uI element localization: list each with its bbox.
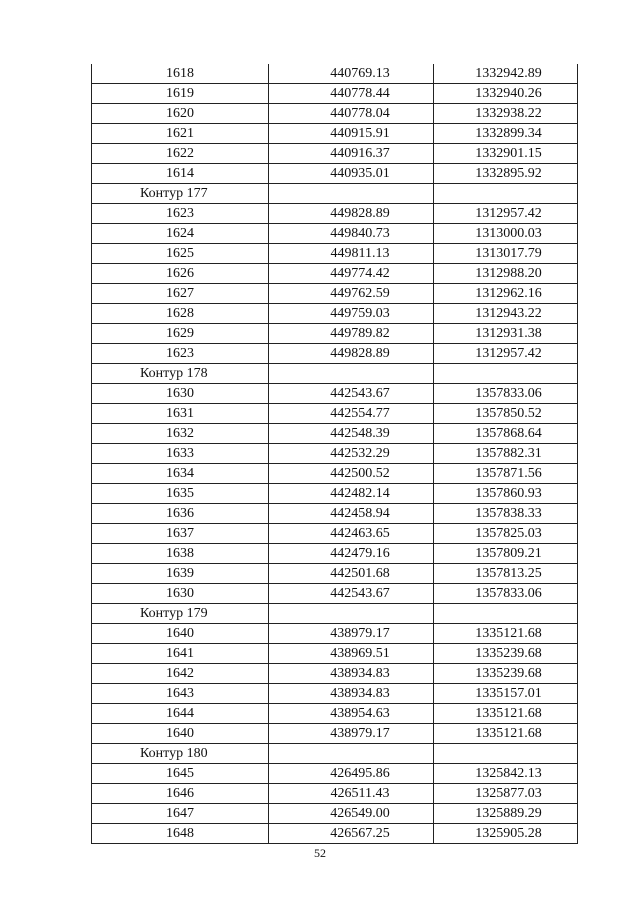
point-number: 1638 [92,544,269,564]
x-coordinate: 442548.39 [269,424,434,444]
point-number: 1629 [92,324,269,344]
point-number: 1634 [92,464,269,484]
x-coordinate: 438954.63 [269,704,434,724]
x-coordinate: 426495.86 [269,764,434,784]
table-row [92,164,578,184]
table-row [92,484,578,504]
table-row [92,64,578,84]
y-coordinate: 1357838.33 [434,504,578,524]
table-row [92,284,578,304]
table-row [92,504,578,524]
x-coordinate: 442501.68 [269,564,434,584]
point-number: 1648 [92,824,269,844]
point-number: 1643 [92,684,269,704]
empty-cell [269,364,434,384]
table-row [92,144,578,164]
y-coordinate: 1313017.79 [434,244,578,264]
x-coordinate: 449789.82 [269,324,434,344]
point-number: 1637 [92,524,269,544]
y-coordinate: 1357850.52 [434,404,578,424]
y-coordinate: 1312957.42 [434,344,578,364]
point-number: 1614 [92,164,269,184]
empty-cell [269,184,434,204]
table-row [92,524,578,544]
contour-header-row [92,364,578,384]
x-coordinate: 426567.25 [269,824,434,844]
y-coordinate: 1357868.64 [434,424,578,444]
x-coordinate: 426549.00 [269,804,434,824]
x-coordinate: 442479.16 [269,544,434,564]
contour-header-row [92,744,578,764]
point-number: 1642 [92,664,269,684]
point-number: 1627 [92,284,269,304]
y-coordinate: 1332895.92 [434,164,578,184]
y-coordinate: 1312957.42 [434,204,578,224]
x-coordinate: 440778.04 [269,104,434,124]
y-coordinate: 1357871.56 [434,464,578,484]
x-coordinate: 442458.94 [269,504,434,524]
table-row [92,704,578,724]
y-coordinate: 1335121.68 [434,724,578,744]
table-row [92,724,578,744]
x-coordinate: 426511.43 [269,784,434,804]
y-coordinate: 1325905.28 [434,824,578,844]
coordinates-table-container [91,64,577,844]
table-row [92,684,578,704]
empty-cell [269,744,434,764]
table-row [92,444,578,464]
x-coordinate: 449828.89 [269,344,434,364]
point-number: 1628 [92,304,269,324]
point-number: 1621 [92,124,269,144]
contour-label: Контур 177 [92,184,269,204]
contour-header-row [92,604,578,624]
point-number: 1645 [92,764,269,784]
table-row [92,664,578,684]
y-coordinate: 1357825.03 [434,524,578,544]
y-coordinate: 1313000.03 [434,224,578,244]
x-coordinate: 449774.42 [269,264,434,284]
empty-cell [434,364,578,384]
contour-header-row [92,184,578,204]
point-number: 1630 [92,584,269,604]
point-number: 1632 [92,424,269,444]
table-row [92,584,578,604]
table-row [92,424,578,444]
y-coordinate: 1335121.68 [434,624,578,644]
y-coordinate: 1357809.21 [434,544,578,564]
y-coordinate: 1312943.22 [434,304,578,324]
y-coordinate: 1312988.20 [434,264,578,284]
y-coordinate: 1357833.06 [434,384,578,404]
table-row [92,104,578,124]
x-coordinate: 449759.03 [269,304,434,324]
point-number: 1618 [92,64,269,84]
point-number: 1623 [92,344,269,364]
table-row [92,204,578,224]
point-number: 1640 [92,724,269,744]
x-coordinate: 440769.13 [269,64,434,84]
y-coordinate: 1325842.13 [434,764,578,784]
point-number: 1633 [92,444,269,464]
y-coordinate: 1335157.01 [434,684,578,704]
contour-label: Контур 180 [92,744,269,764]
x-coordinate: 438979.17 [269,724,434,744]
y-coordinate: 1357833.06 [434,584,578,604]
table-row [92,764,578,784]
x-coordinate: 442463.65 [269,524,434,544]
y-coordinate: 1357860.93 [434,484,578,504]
table-row [92,464,578,484]
table-row [92,244,578,264]
table-row [92,624,578,644]
x-coordinate: 442554.77 [269,404,434,424]
table-row [92,264,578,284]
table-row [92,84,578,104]
table-row [92,384,578,404]
x-coordinate: 440916.37 [269,144,434,164]
point-number: 1623 [92,204,269,224]
y-coordinate: 1332940.26 [434,84,578,104]
table-row [92,644,578,664]
point-number: 1641 [92,644,269,664]
y-coordinate: 1332942.89 [434,64,578,84]
point-number: 1640 [92,624,269,644]
x-coordinate: 440778.44 [269,84,434,104]
x-coordinate: 449828.89 [269,204,434,224]
point-number: 1619 [92,84,269,104]
point-number: 1647 [92,804,269,824]
point-number: 1631 [92,404,269,424]
y-coordinate: 1335121.68 [434,704,578,724]
y-coordinate: 1312931.38 [434,324,578,344]
y-coordinate: 1332899.34 [434,124,578,144]
point-number: 1622 [92,144,269,164]
x-coordinate: 438969.51 [269,644,434,664]
table-row [92,404,578,424]
table-row [92,324,578,344]
contour-label: Контур 178 [92,364,269,384]
table-row [92,344,578,364]
table-row [92,124,578,144]
x-coordinate: 442482.14 [269,484,434,504]
x-coordinate: 442500.52 [269,464,434,484]
y-coordinate: 1357882.31 [434,444,578,464]
y-coordinate: 1357813.25 [434,564,578,584]
x-coordinate: 449762.59 [269,284,434,304]
coordinates-table-body [92,64,578,844]
point-number: 1626 [92,264,269,284]
y-coordinate: 1332901.15 [434,144,578,164]
y-coordinate: 1312962.16 [434,284,578,304]
point-number: 1646 [92,784,269,804]
y-coordinate: 1335239.68 [434,664,578,684]
point-number: 1624 [92,224,269,244]
point-number: 1644 [92,704,269,724]
x-coordinate: 438934.83 [269,664,434,684]
y-coordinate: 1332938.22 [434,104,578,124]
x-coordinate: 440935.01 [269,164,434,184]
table-row [92,784,578,804]
empty-cell [269,604,434,624]
table-row [92,804,578,824]
x-coordinate: 442532.29 [269,444,434,464]
table-row [92,544,578,564]
table-row [92,304,578,324]
point-number: 1639 [92,564,269,584]
coordinates-table [91,64,578,844]
page-number: 52 [314,846,326,860]
y-coordinate: 1325889.29 [434,804,578,824]
x-coordinate: 449811.13 [269,244,434,264]
y-coordinate: 1335239.68 [434,644,578,664]
x-coordinate: 442543.67 [269,384,434,404]
x-coordinate: 442543.67 [269,584,434,604]
empty-cell [434,744,578,764]
y-coordinate: 1325877.03 [434,784,578,804]
x-coordinate: 438934.83 [269,684,434,704]
contour-label: Контур 179 [92,604,269,624]
point-number: 1630 [92,384,269,404]
point-number: 1625 [92,244,269,264]
table-row [92,224,578,244]
empty-cell [434,184,578,204]
point-number: 1636 [92,504,269,524]
x-coordinate: 438979.17 [269,624,434,644]
table-row [92,824,578,844]
x-coordinate: 440915.91 [269,124,434,144]
point-number: 1635 [92,484,269,504]
x-coordinate: 449840.73 [269,224,434,244]
empty-cell [434,604,578,624]
table-row [92,564,578,584]
point-number: 1620 [92,104,269,124]
